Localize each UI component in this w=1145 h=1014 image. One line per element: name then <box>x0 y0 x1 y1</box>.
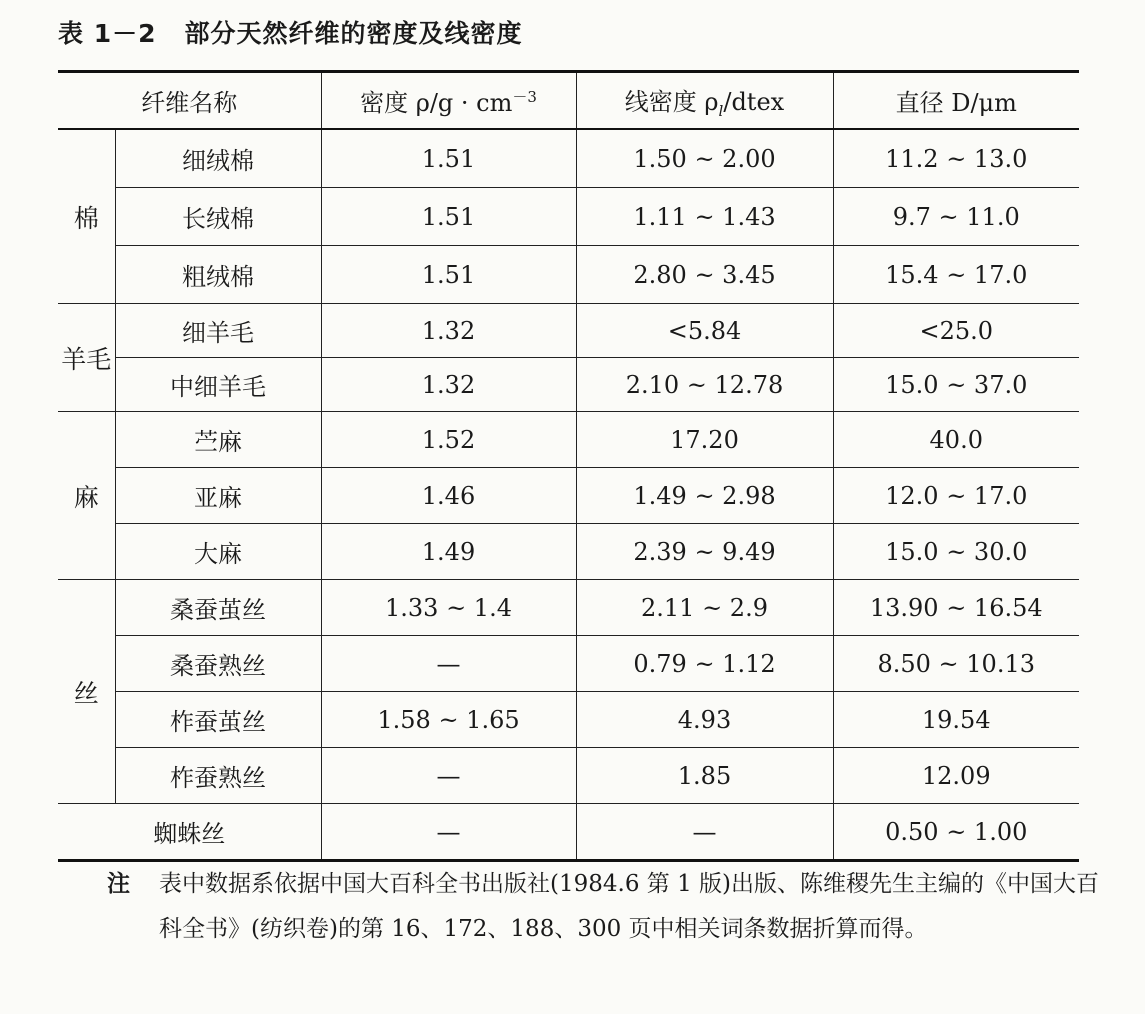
table-row <box>58 358 1079 412</box>
fiber-table <box>58 70 1079 862</box>
table-caption <box>58 14 523 50</box>
group-silk: 丝 <box>58 580 115 804</box>
diameter-cell: 8.50 ~ 10.13 <box>833 636 1079 692</box>
fiber-name: 细羊毛 <box>115 304 321 358</box>
table-row <box>58 468 1079 524</box>
density-cell: 1.32 <box>321 358 576 412</box>
header-fiber-name: 纤维名称 <box>58 72 321 130</box>
table-row <box>58 804 1079 861</box>
density-cell: 1.51 <box>321 188 576 246</box>
table-row <box>58 246 1079 304</box>
table-row <box>58 636 1079 692</box>
diameter-cell: 0.50 ~ 1.00 <box>833 804 1079 861</box>
fiber-name: 长绒棉 <box>115 188 321 246</box>
linear-density-cell: 2.11 ~ 2.9 <box>576 580 833 636</box>
fiber-name: 亚麻 <box>115 468 321 524</box>
table-row <box>58 129 1079 188</box>
fiber-name: 苎麻 <box>115 412 321 468</box>
table-row <box>58 692 1079 748</box>
density-cell: 1.46 <box>321 468 576 524</box>
linear-density-cell: 2.80 ~ 3.45 <box>576 246 833 304</box>
linear-density-cell: 1.49 ~ 2.98 <box>576 468 833 524</box>
note-label: 注 <box>107 871 130 897</box>
diameter-cell: 15.0 ~ 30.0 <box>833 524 1079 580</box>
table-title: 部分天然纤维的密度及线密度 <box>184 19 523 48</box>
fiber-name: 桑蚕茧丝 <box>115 580 321 636</box>
linear-density-cell: 1.50 ~ 2.00 <box>576 129 833 188</box>
density-cell: 1.52 <box>321 412 576 468</box>
fiber-name: 中细羊毛 <box>115 358 321 412</box>
fiber-name: 粗绒棉 <box>115 246 321 304</box>
diameter-cell: 11.2 ~ 13.0 <box>833 129 1079 188</box>
header-linear-density: 线密度 $\rho_l$/dtex <box>576 72 833 130</box>
diameter-cell: 12.0 ~ 17.0 <box>833 468 1079 524</box>
table-note <box>107 862 1107 952</box>
diameter-cell: 40.0 <box>833 412 1079 468</box>
linear-density-cell: 4.93 <box>576 692 833 748</box>
table-number: 表 1－2 <box>58 19 157 48</box>
linear-density-cell: <5.84 <box>576 304 833 358</box>
density-cell: 1.58 ~ 1.65 <box>321 692 576 748</box>
diameter-cell: 13.90 ~ 16.54 <box>833 580 1079 636</box>
linear-density-cell: 0.79 ~ 1.12 <box>576 636 833 692</box>
table-row <box>58 304 1079 358</box>
table-row <box>58 580 1079 636</box>
diameter-cell: 15.0 ~ 37.0 <box>833 358 1079 412</box>
header-density: 密度 $\rho/g \cdot cm^{-3}$ <box>321 72 576 130</box>
diameter-cell: 12.09 <box>833 748 1079 804</box>
diameter-cell: <25.0 <box>833 304 1079 358</box>
fiber-name: 大麻 <box>115 524 321 580</box>
linear-density-cell: 2.39 ~ 9.49 <box>576 524 833 580</box>
group-hemp: 麻 <box>58 412 115 580</box>
linear-density-cell: 1.11 ~ 1.43 <box>576 188 833 246</box>
group-cotton: 棉 <box>58 129 115 304</box>
density-cell: — <box>321 804 576 861</box>
table-row <box>58 412 1079 468</box>
density-cell: 1.51 <box>321 129 576 188</box>
header-diameter: 直径 D/μm <box>833 72 1079 130</box>
density-cell: 1.51 <box>321 246 576 304</box>
diameter-cell: 9.7 ~ 11.0 <box>833 188 1079 246</box>
linear-density-cell: 1.85 <box>576 748 833 804</box>
density-cell: 1.49 <box>321 524 576 580</box>
linear-density-cell: 17.20 <box>576 412 833 468</box>
table-row <box>58 188 1079 246</box>
table-row <box>58 748 1079 804</box>
fiber-name: 细绒棉 <box>115 129 321 188</box>
linear-density-cell: — <box>576 804 833 861</box>
header-row <box>58 72 1079 130</box>
density-cell: 1.32 <box>321 304 576 358</box>
linear-density-cell: 2.10 ~ 12.78 <box>576 358 833 412</box>
diameter-cell: 15.4 ~ 17.0 <box>833 246 1079 304</box>
fiber-name: 蜘蛛丝 <box>58 804 321 861</box>
diameter-cell: 19.54 <box>833 692 1079 748</box>
note-text: 表中数据系依据中国大百科全书出版社(1984.6 第 1 版)出版、陈维稷先生主编的《中国大百科全书》(纺织卷)的第 16、172、188、300 页中相关词条数据折算而得。 <box>159 871 1099 942</box>
table-row <box>58 524 1079 580</box>
fiber-name: 桑蚕熟丝 <box>115 636 321 692</box>
group-wool: 羊毛 <box>58 304 115 412</box>
fiber-name: 柞蚕茧丝 <box>115 692 321 748</box>
fiber-name: 柞蚕熟丝 <box>115 748 321 804</box>
density-cell: 1.33 ~ 1.4 <box>321 580 576 636</box>
density-cell: — <box>321 636 576 692</box>
density-cell: — <box>321 748 576 804</box>
